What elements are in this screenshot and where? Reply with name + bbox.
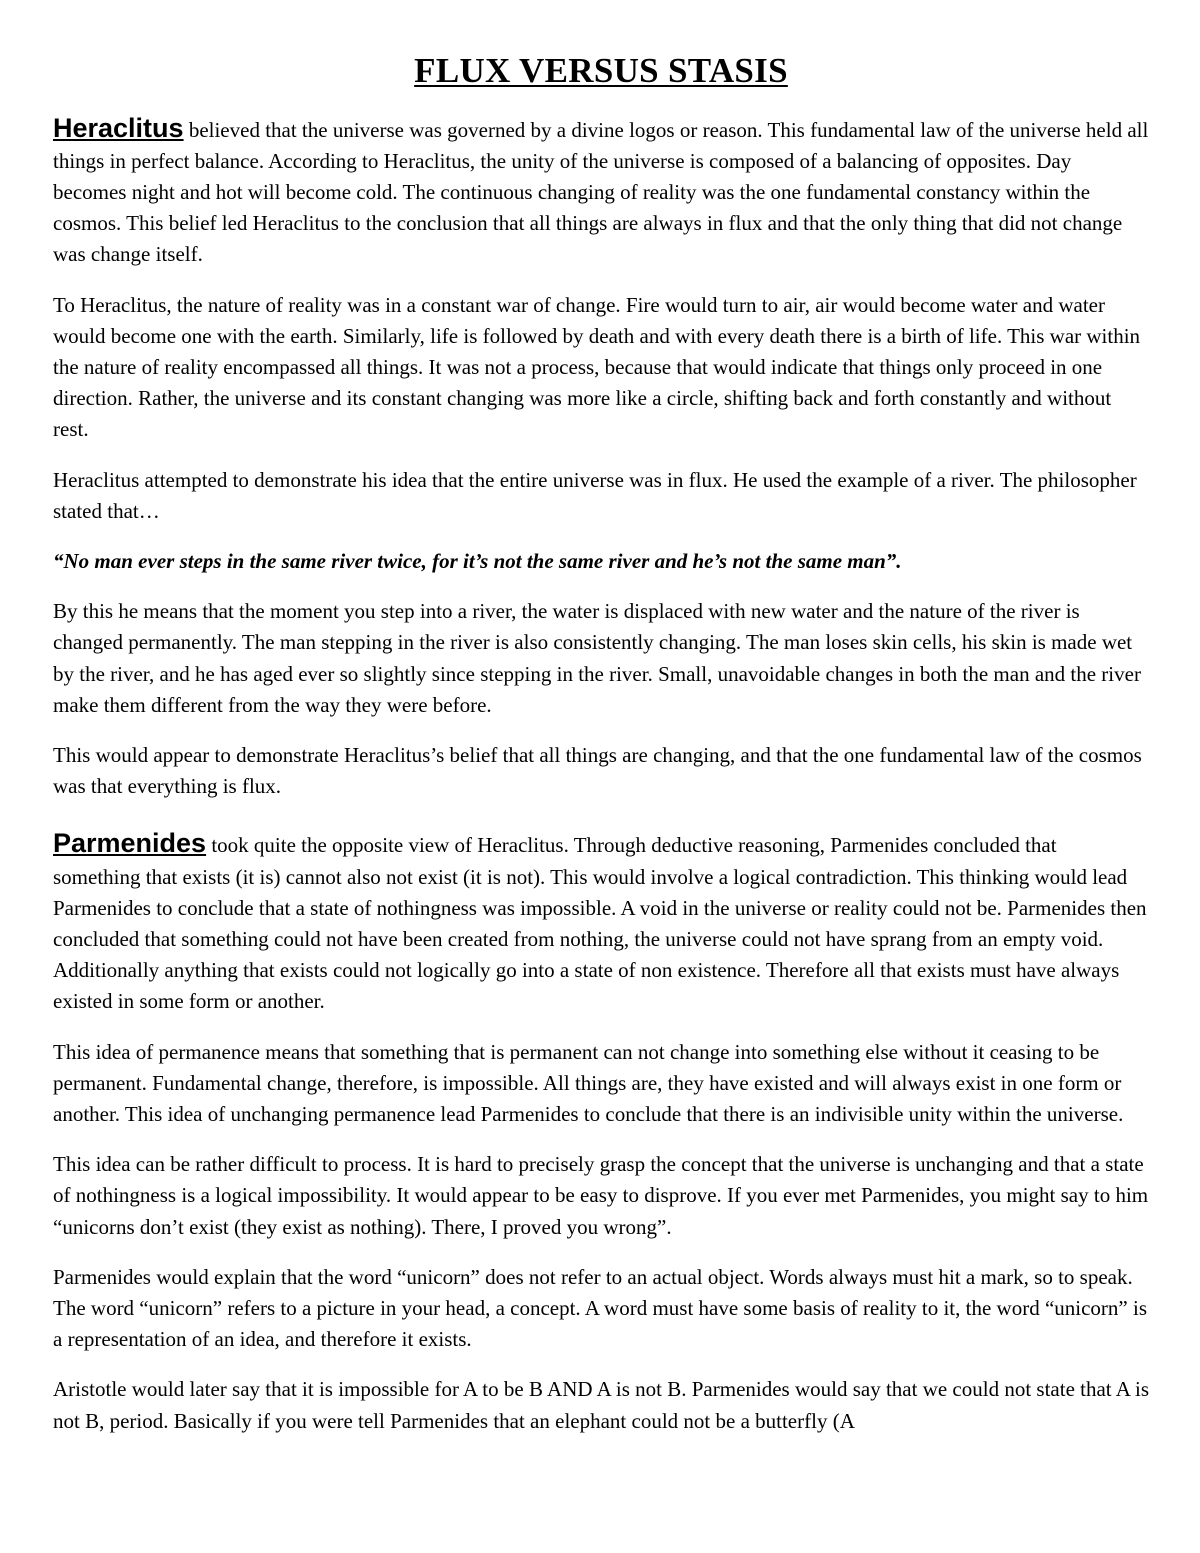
heraclitus-paragraph: To Heraclitus, the nature of reality was in a constant war of change. Fire would turn to air, air would become water and water would become one with the earth. Similarly, life is followed by death and with every death there is a birth of life. This war within the nature of reality encompassed all things. It was not a process, because that would indicate that things only proceed in one direction. Rather, the universe and its constant changing was more like a circle, shifting back and forth constantly and without rest. xyxy=(53,292,1141,442)
heraclitus-intro-text: believed that the universe was governed by a divine logos or reason. This fundamental law of the universe held all things in perfect balance. According to Heraclitus, the unity of the universe is composed of a balancing of opposites. Day becomes night and hot will become cold. The continuous changing of reality was the one fundamental constancy within the cosmos. This belief led Heraclitus to the conclusion that all things are always in flux and that the only thing that did not change was change itself. xyxy=(53,117,1149,267)
parmenides-paragraph: This idea can be rather difficult to process. It is hard to precisely grasp the concept that the universe is unchanging and that a state of nothingness is a logical impossibility. It would appear to be easy to disprove. If you ever met Parmenides, you might say to him “unicorns don’t exist (they exist as nothing). There, I proved you wrong”. xyxy=(53,1152,1149,1239)
parmenides-paragraph: Parmenides would explain that the word “unicorn” does not refer to an actual object. Words always must hit a mark, so to speak. The word “unicorn” refers to a picture in your head, a concept. A word must have some basis of reality to it, the word “unicorn” is a representation of an idea, and therefore it exists. xyxy=(53,1264,1147,1352)
parmenides-heading: Parmenides xyxy=(53,828,207,859)
river-quote: “No man ever steps in the same river twice, for it’s not the same river and he’s not the same man”. xyxy=(53,548,902,573)
parmenides-intro-text: took quite the opposite view of Heraclitus. Through deductive reasoning, Parmenides concluded that something that exists (it is) cannot also not exist (it is not). This would involve a logical contradiction. This thinking would lead Parmenides to conclude that a state of nothingness was impossible. A void in the universe or reality could not be. Parmenides then concluded that something could not have been created from nothing, the universe could not have sprang from an empty void. Additionally anything that exists could not logically go into a state of non existence. Therefore all that exists must have always existed in some form or another. xyxy=(53,833,1147,1014)
heraclitus-paragraph: Heraclitus attempted to demonstrate his idea that the entire universe was in flux. He used the example of a river. The philosopher stated that… xyxy=(53,467,1137,523)
document-page xyxy=(53,52,1149,1456)
parmenides-paragraph: This idea of permanence means that something that is permanent can not change into something else without it ceasing to be permanent. Fundamental change, therefore, is impossible. All things are, they have existed and will always exist in one form or another. This idea of unchanging permanence lead Parmenides to conclude that there is an indivisible unity within the universe. xyxy=(53,1039,1124,1126)
heraclitus-heading: Heraclitus xyxy=(53,112,184,143)
heraclitus-intro-paragraph xyxy=(53,113,1149,271)
parmenides-paragraph: Aristotle would later say that it is impossible for A to be B AND A is not B. Parmenides would say that we could not state that A is not B, period. Basically if you were tell Parmenides that an elephant could not be a butterfly (A xyxy=(53,1377,1149,1433)
heraclitus-paragraph: This would appear to demonstrate Heraclitus’s belief that all things are changing, and that the one fundamental law of the cosmos was that everything is flux. xyxy=(53,742,1142,799)
parmenides-intro-paragraph xyxy=(53,828,1149,1017)
document-title: FLUX VERSUS STASIS xyxy=(414,51,788,90)
heraclitus-paragraph: By this he means that the moment you step into a river, the water is displaced with new water and the nature of the river is changed permanently. The man stepping in the river is also consistently changing. The man loses skin cells, his skin is made wet by the river, and he has aged ever so slightly since stepping in the river. Small, unavoidable changes in both the man and the river make them different from the way they were before. xyxy=(53,599,1141,717)
